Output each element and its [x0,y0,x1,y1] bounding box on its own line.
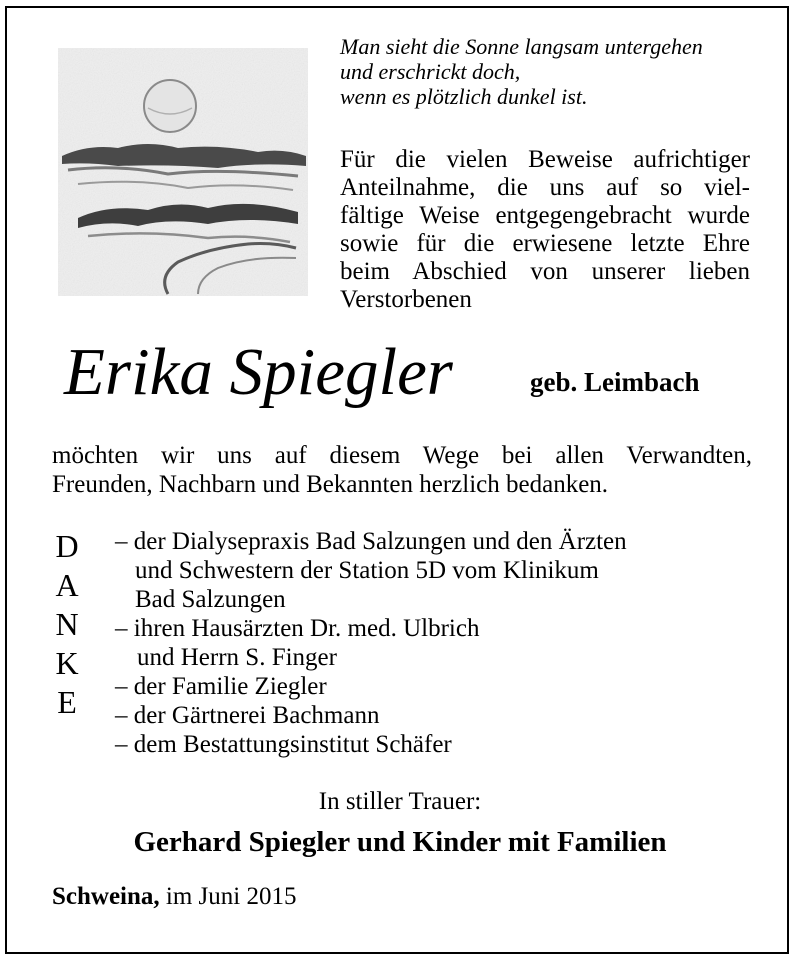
thanks-recipients-list [115,527,627,759]
recipient-line: – der Dialysepraxis Bad Salzungen und den Ärzten [115,528,627,555]
maiden-name: geb. Leimbach [530,367,700,397]
poem-line: und erschrickt doch, [340,59,521,84]
recipient-line: und Herrn S. Finger [137,644,337,671]
intro-line: Für die vielen Beweise aufrichtiger [340,146,750,173]
danke-letter: A [55,567,79,603]
recipient-line: und Schwestern der Station 5D vom Klinikum [135,557,599,584]
danke-vertical-word [52,527,82,722]
intro-line: Anteilnahme, die uns auf so viel- [340,174,750,201]
intro-line: fältige Weise entgegengebracht wurde [340,202,750,229]
place-and-date [52,882,296,912]
thanks-paragraph [52,441,752,499]
signers: Gerhard Spiegler und Kinder mit Familien [133,826,667,858]
poem-line: Man sieht die Sonne langsam untergehen [340,34,703,59]
danke-letter: K [55,645,79,681]
poem [340,34,703,109]
mourning-heading: In stiller Trauer: [318,788,482,815]
deceased-name: Erika Spiegler [64,335,453,409]
date: im Juni 2015 [165,883,297,910]
poem-line: wenn es plötzlich dunkel ist. [340,84,588,109]
sunset-landscape-drawing [58,48,308,296]
recipient-line: – der Familie Ziegler [115,673,327,700]
danke-letter: N [55,606,79,642]
thanks-line: Freunden, Nachbarn und Bekannten herzlich bedanken. [52,471,609,498]
recipient-line: – der Gärtnerei Bachmann [115,702,380,729]
thanks-line: möchten wir uns auf diesem Wege bei allen Verwandten, [52,442,752,469]
intro-line: sowie für die erwiesene letzte Ehre [340,230,750,257]
intro-line: Verstorbenen [340,286,472,313]
danke-letter: E [57,684,77,720]
danke-letter: D [55,528,79,564]
recipient-line: – ihren Hausärzten Dr. med. Ulbrich [115,615,480,642]
sun-icon [144,80,196,132]
place: Schweina, [52,883,160,910]
recipient-line: Bad Salzungen [135,586,286,613]
intro-paragraph [340,146,750,314]
recipient-line: – dem Bestattungsinstitut Schäfer [115,731,452,758]
intro-line: beim Abschied von unserer lieben [340,258,750,285]
